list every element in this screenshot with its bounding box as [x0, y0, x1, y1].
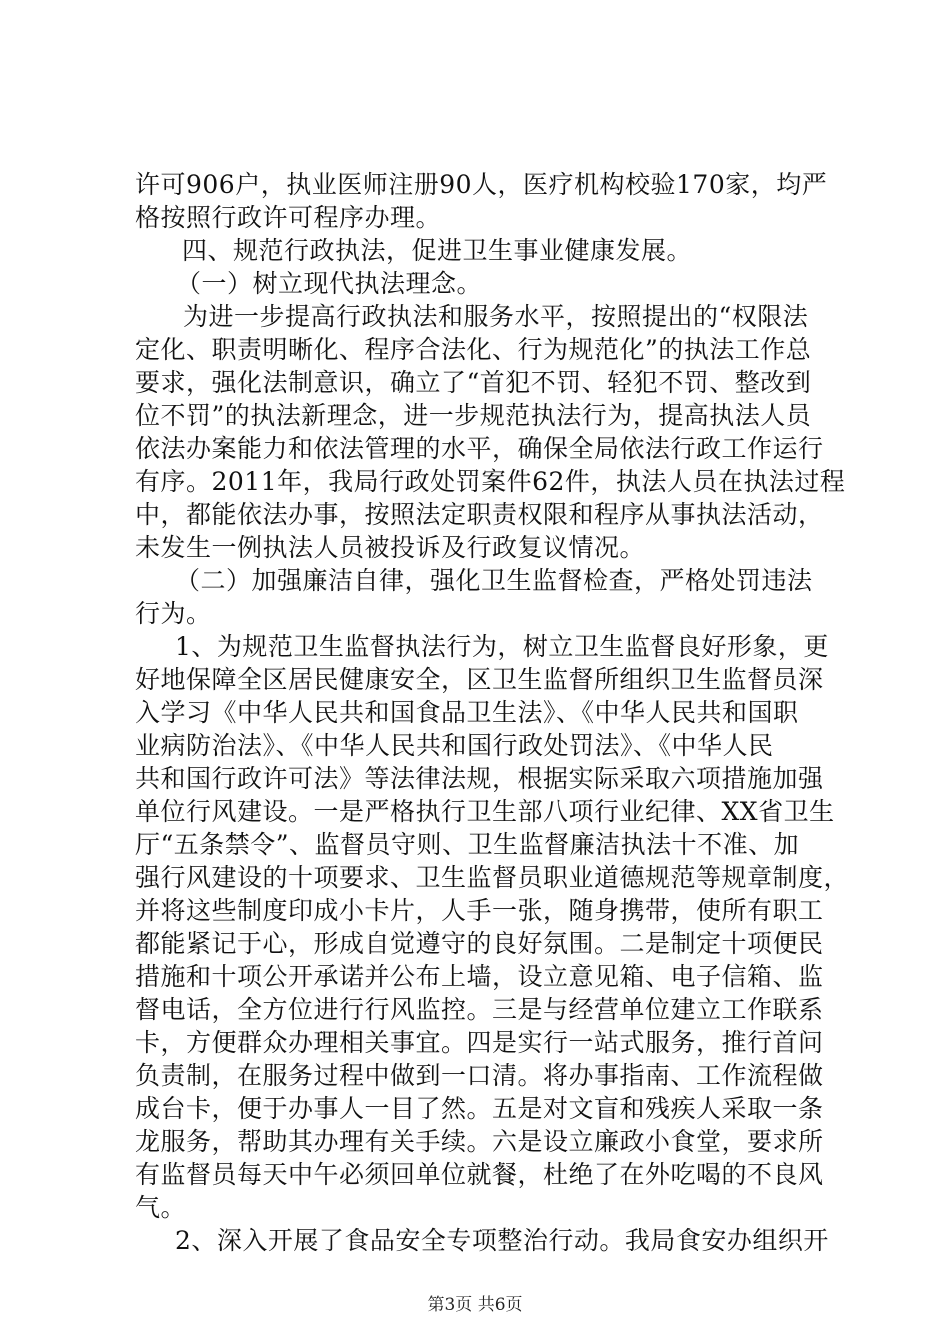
text-line-7: 要求，强化法制意识，确立了“首犯不罚、轻犯不罚、整改到	[135, 368, 812, 397]
text-line-17: 入学习《中华人民共和国食品卫生法》、《中华人民共和国职	[135, 698, 799, 727]
text-line-33: 2、深入开展了食品安全专项整治行动。我局食安办组织开	[175, 1226, 829, 1255]
text-line-28: 负责制，在服务过程中做到一口清。将办事指南、工作流程做	[135, 1061, 824, 1090]
text-line-14: 行为。	[135, 599, 212, 628]
text-line-25: 措施和十项公开承诺并公布上墙，设立意见箱、电子信箱、监	[135, 962, 824, 991]
text-line-18: 业病防治法》、《中华人民共和国行政处罚法》、《中华人民	[135, 731, 774, 760]
text-line-31: 有监督员每天中午必须回单位就餐，杜绝了在外吃喝的不良风	[135, 1160, 824, 1189]
text-line-1: 许可906户，执业医师注册90人，医疗机构校验170家，均严	[135, 170, 828, 199]
text-line-11: 中，都能依法办事，按照法定职责权限和程序从事执法活动，	[135, 500, 824, 529]
text-line-8: 位不罚”的执法新理念，进一步规范执法行为，提高执法人员	[135, 401, 812, 430]
text-line-5: 为进一步提高行政执法和服务水平，按照提出的“权限法	[183, 302, 809, 331]
text-line-2: 格按照行政许可程序办理。	[135, 203, 442, 232]
text-line-30: 龙服务，帮助其办理有关手续。六是设立廉政小食堂，要求所	[135, 1127, 824, 1156]
subsection-heading-1: （一）树立现代执法理念。	[176, 269, 483, 298]
text-line-19: 共和国行政许可法》等法律法规，根据实际采取六项措施加强	[135, 764, 824, 793]
text-line-20: 单位行风建设。一是严格执行卫生部八项行业纪律、XX省卫生	[135, 797, 835, 826]
text-line-32: 气。	[135, 1193, 187, 1222]
text-line-9: 依法办案能力和依法管理的水平，确保全局依法行政工作运行	[135, 434, 824, 463]
text-line-22: 强行风建设的十项要求、卫生监督员职业道德规范等规章制度，	[135, 863, 850, 892]
text-line-10: 有序。2011年，我局行政处罚案件62件，执法人员在执法过程	[135, 467, 846, 496]
text-line-21: 厅“五条禁令”、监督员守则、卫生监督廉洁执法十不准、加	[135, 830, 800, 859]
text-line-26: 督电话，全方位进行行风监控。三是与经营单位建立工作联系	[135, 995, 824, 1024]
text-line-6: 定化、职责明晰化、程序合法化、行为规范化”的执法工作总	[135, 335, 812, 364]
section-heading: 四、规范行政执法，促进卫生事业健康发展。	[182, 236, 693, 265]
page-footer: 第3页 共6页	[427, 1295, 523, 1315]
text-line-16: 好地保障全区居民健康安全，区卫生监督所组织卫生监督员深	[135, 665, 824, 694]
text-line-24: 都能紧记于心，形成自觉遵守的良好氛围。二是制定十项便民	[135, 929, 824, 958]
subsection-heading-2: （二）加强廉洁自律，强化卫生监督检查，严格处罚违法	[175, 566, 813, 595]
text-line-23: 并将这些制度印成小卡片，人手一张，随身携带，使所有职工	[135, 896, 824, 925]
text-line-29: 成台卡，便于办事人一目了然。五是对文盲和残疾人采取一条	[135, 1094, 824, 1123]
text-line-12: 未发生一例执法人员被投诉及行政复议情况。	[135, 533, 646, 562]
text-line-27: 卡，方便群众办理相关事宜。四是实行一站式服务，推行首问	[135, 1028, 824, 1057]
text-line-15: 1、为规范卫生监督执法行为，树立卫生监督良好形象，更	[175, 632, 829, 661]
